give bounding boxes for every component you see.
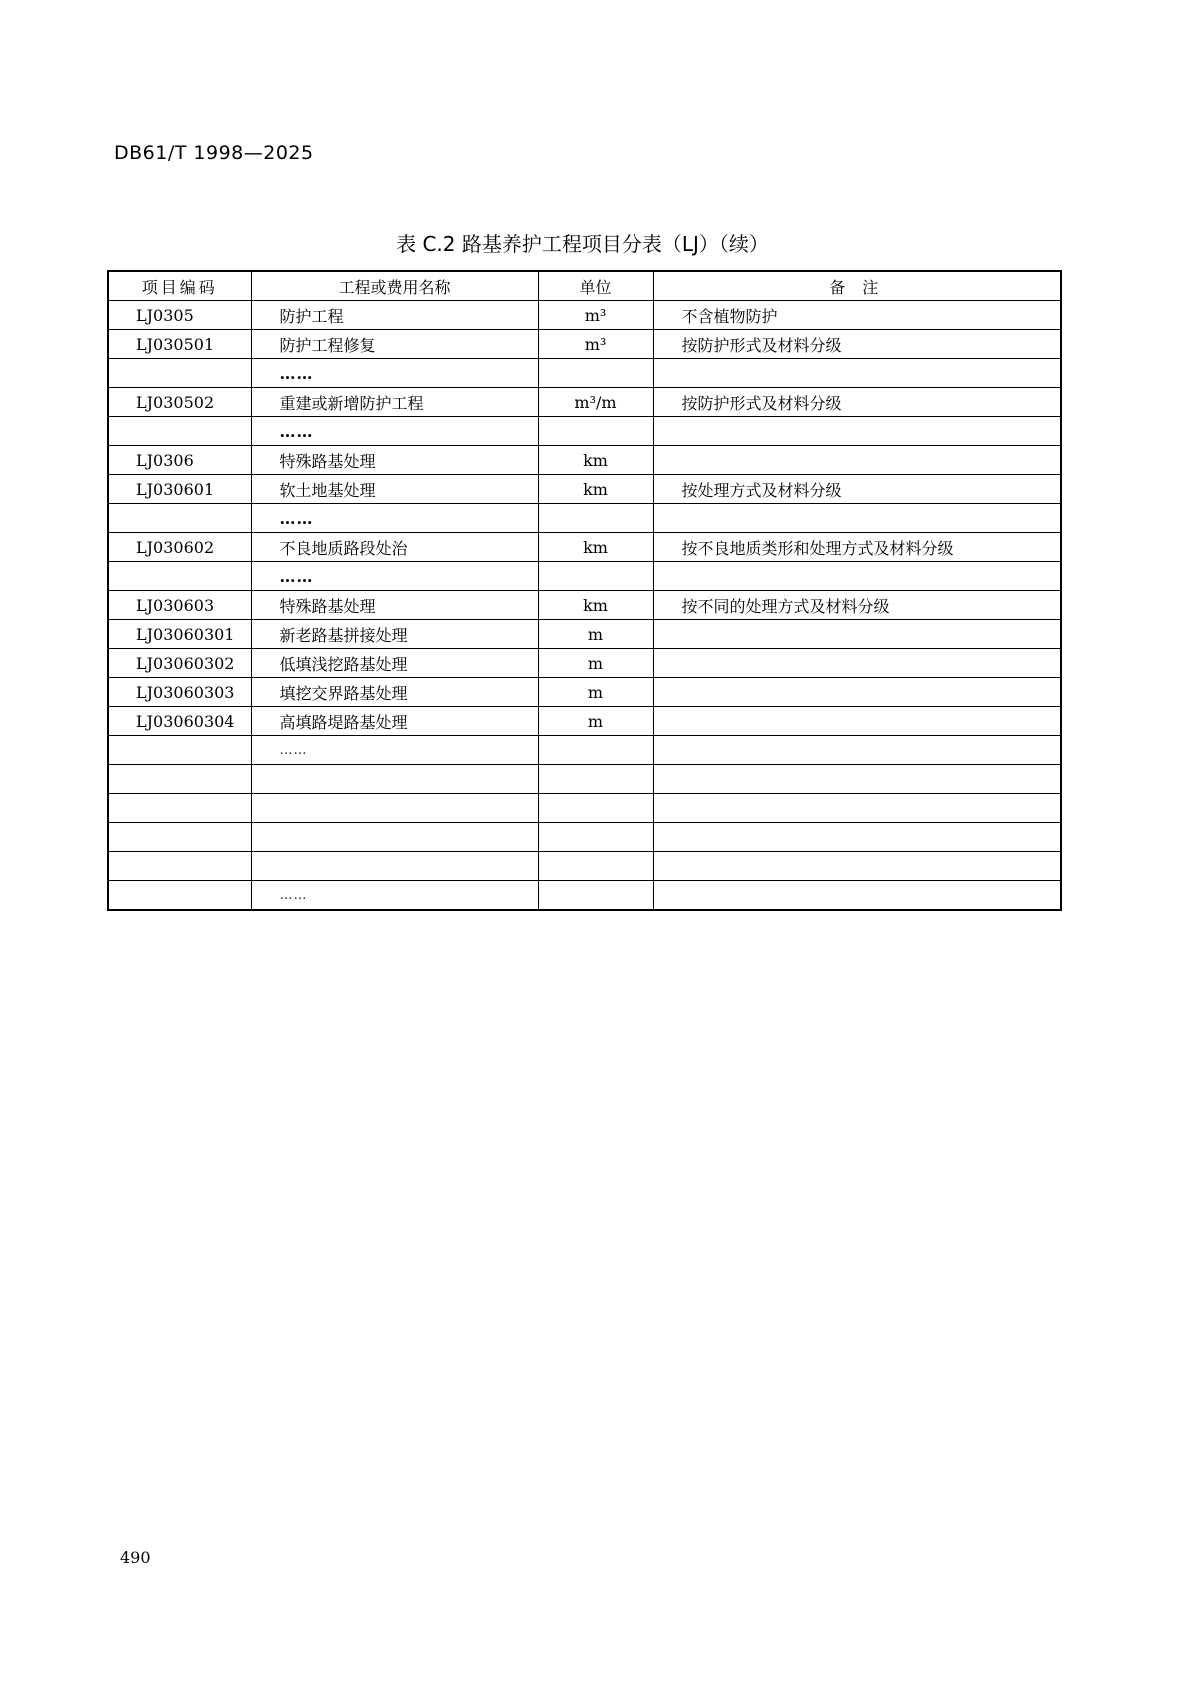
cell-code bbox=[108, 823, 251, 852]
column-header-note: 备 注 bbox=[653, 271, 1061, 301]
table-row bbox=[108, 533, 1061, 562]
table-row bbox=[108, 417, 1061, 446]
column-header-code: 项目编码 bbox=[108, 271, 251, 301]
cell-code: LJ03060303 bbox=[108, 678, 251, 707]
cell-code: LJ030502 bbox=[108, 388, 251, 417]
cell-note bbox=[653, 562, 1061, 591]
document-code: DB61/T 1998—2025 bbox=[114, 142, 314, 164]
cell-code: LJ0306 bbox=[108, 446, 251, 475]
cell-note bbox=[653, 678, 1061, 707]
cell-note bbox=[653, 504, 1061, 533]
cell-code bbox=[108, 765, 251, 794]
cell-code: LJ030603 bbox=[108, 591, 251, 620]
cell-unit bbox=[538, 852, 653, 881]
table-row bbox=[108, 765, 1061, 794]
cell-unit bbox=[538, 881, 653, 911]
cell-note bbox=[653, 417, 1061, 446]
column-header-name: 工程或费用名称 bbox=[251, 271, 538, 301]
cell-code bbox=[108, 852, 251, 881]
cell-code: LJ0305 bbox=[108, 301, 251, 330]
cell-name: …… bbox=[251, 359, 538, 388]
table-row bbox=[108, 649, 1061, 678]
table-header-row bbox=[108, 271, 1061, 301]
cell-name: …… bbox=[251, 736, 538, 765]
table-row bbox=[108, 794, 1061, 823]
cell-note bbox=[653, 620, 1061, 649]
cell-code bbox=[108, 736, 251, 765]
cell-name: 不良地质路段处治 bbox=[251, 533, 538, 562]
cell-name: …… bbox=[251, 417, 538, 446]
table-row bbox=[108, 707, 1061, 736]
cell-name: 低填浅挖路基处理 bbox=[251, 649, 538, 678]
cell-name: …… bbox=[251, 562, 538, 591]
cell-unit: km bbox=[538, 446, 653, 475]
table-row bbox=[108, 446, 1061, 475]
page-number: 490 bbox=[120, 1548, 151, 1567]
table-row bbox=[108, 852, 1061, 881]
cell-note bbox=[653, 707, 1061, 736]
table-title: 表 C.2 路基养护工程项目分表（LJ）（续） bbox=[396, 232, 769, 256]
cell-name bbox=[251, 852, 538, 881]
cell-unit bbox=[538, 562, 653, 591]
cell-code: LJ03060302 bbox=[108, 649, 251, 678]
table-row bbox=[108, 823, 1061, 852]
table-row bbox=[108, 620, 1061, 649]
cell-code bbox=[108, 417, 251, 446]
cell-note bbox=[653, 736, 1061, 765]
cell-name: 重建或新增防护工程 bbox=[251, 388, 538, 417]
cell-code: LJ030602 bbox=[108, 533, 251, 562]
cell-name: …… bbox=[251, 881, 538, 911]
cell-note bbox=[653, 359, 1061, 388]
cell-note: 按处理方式及材料分级 bbox=[653, 475, 1061, 504]
table-row bbox=[108, 591, 1061, 620]
cell-note bbox=[653, 852, 1061, 881]
cell-code bbox=[108, 881, 251, 911]
cell-name: 防护工程修复 bbox=[251, 330, 538, 359]
cell-note: 按不良地质类形和处理方式及材料分级 bbox=[653, 533, 1061, 562]
column-header-unit: 单位 bbox=[538, 271, 653, 301]
cell-note bbox=[653, 649, 1061, 678]
cell-code: LJ03060304 bbox=[108, 707, 251, 736]
cell-unit: m bbox=[538, 678, 653, 707]
cell-unit bbox=[538, 765, 653, 794]
cell-unit bbox=[538, 794, 653, 823]
table-row bbox=[108, 678, 1061, 707]
cell-code: LJ030501 bbox=[108, 330, 251, 359]
cell-unit bbox=[538, 504, 653, 533]
cell-note bbox=[653, 765, 1061, 794]
cell-name: 填挖交界路基处理 bbox=[251, 678, 538, 707]
cell-name bbox=[251, 765, 538, 794]
cell-name bbox=[251, 794, 538, 823]
cell-unit: km bbox=[538, 591, 653, 620]
items-table bbox=[107, 270, 1062, 911]
cell-unit bbox=[538, 417, 653, 446]
cell-unit: m³ bbox=[538, 330, 653, 359]
cell-unit: km bbox=[538, 475, 653, 504]
cell-unit bbox=[538, 359, 653, 388]
cell-name bbox=[251, 823, 538, 852]
cell-note: 按防护形式及材料分级 bbox=[653, 330, 1061, 359]
cell-note bbox=[653, 881, 1061, 911]
cell-code bbox=[108, 562, 251, 591]
cell-code: LJ03060301 bbox=[108, 620, 251, 649]
cell-note: 不含植物防护 bbox=[653, 301, 1061, 330]
cell-unit: m bbox=[538, 649, 653, 678]
cell-code: LJ030601 bbox=[108, 475, 251, 504]
table-row bbox=[108, 301, 1061, 330]
cell-note: 按不同的处理方式及材料分级 bbox=[653, 591, 1061, 620]
cell-unit: m bbox=[538, 707, 653, 736]
table-body bbox=[108, 301, 1061, 911]
table-row bbox=[108, 475, 1061, 504]
table-row bbox=[108, 330, 1061, 359]
cell-note bbox=[653, 794, 1061, 823]
cell-note bbox=[653, 446, 1061, 475]
cell-name: 新老路基拼接处理 bbox=[251, 620, 538, 649]
cell-name: 特殊路基处理 bbox=[251, 446, 538, 475]
cell-name: 特殊路基处理 bbox=[251, 591, 538, 620]
cell-name: …… bbox=[251, 504, 538, 533]
cell-unit: m³ bbox=[538, 301, 653, 330]
cell-name: 软土地基处理 bbox=[251, 475, 538, 504]
cell-unit: m bbox=[538, 620, 653, 649]
cell-unit bbox=[538, 736, 653, 765]
cell-name: 防护工程 bbox=[251, 301, 538, 330]
cell-note bbox=[653, 823, 1061, 852]
cell-unit: m³/m bbox=[538, 388, 653, 417]
table-row bbox=[108, 736, 1061, 765]
cell-code bbox=[108, 794, 251, 823]
table-row bbox=[108, 881, 1061, 911]
cell-name: 高填路堤路基处理 bbox=[251, 707, 538, 736]
cell-note: 按防护形式及材料分级 bbox=[653, 388, 1061, 417]
table-row bbox=[108, 388, 1061, 417]
cell-unit bbox=[538, 823, 653, 852]
table-row bbox=[108, 504, 1061, 533]
table-row bbox=[108, 359, 1061, 388]
cell-code bbox=[108, 504, 251, 533]
cell-code bbox=[108, 359, 251, 388]
table-row bbox=[108, 562, 1061, 591]
cell-unit: km bbox=[538, 533, 653, 562]
